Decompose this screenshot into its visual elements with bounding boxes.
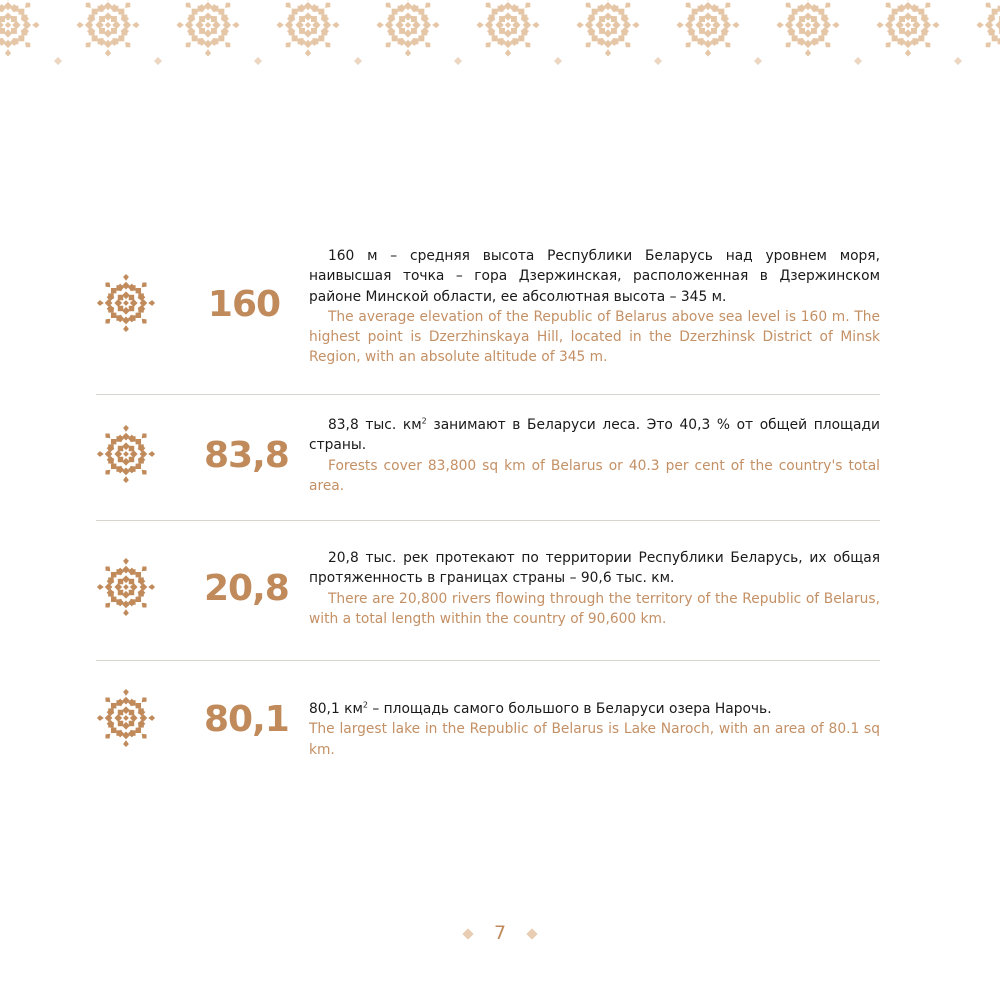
star-ornament-icon (96, 688, 156, 748)
fact-text-ru: 80,1 $км^2$ – площадь самого большого в Беларуси озера Нарочь. (309, 700, 772, 717)
fact-text (309, 699, 880, 760)
fact-text (309, 246, 880, 368)
fact-text-en: Forests cover 83,800 sq km of Belarus or 40.3 per cent of the country's total area. (309, 457, 880, 494)
fact-number: 20,8 (204, 568, 289, 609)
page-footer (0, 922, 1000, 944)
fact-text-en: The largest lake in the Republic of Belarus is Lake Naroch, with an area of 80.1 sq km. (309, 721, 880, 758)
fact-row-elevation (96, 240, 880, 395)
fact-text-en: There are 20,800 rivers flowing through the territory of the Republic of Belarus, with a total length within the country of 90,600 km. (309, 590, 880, 627)
diamond-icon (462, 928, 473, 939)
star-ornament-icon (96, 424, 156, 484)
fact-row-lake (96, 661, 880, 781)
fact-row-forests (96, 395, 880, 520)
fact-text-en: The average elevation of the Republic of Belarus above sea level is 160 m. The highest point is Dzerzhinskaya Hill, located in the Dzerzhinsk District of Minsk Region, with an absolute altitude of 345 m. (309, 308, 880, 366)
page-number: 7 (493, 922, 507, 944)
fact-number: 83,8 (204, 435, 289, 476)
star-ornament-icon (96, 557, 156, 617)
fact-number: 160 (207, 284, 281, 325)
star-ornament-icon (96, 273, 156, 333)
diamond-icon (526, 928, 537, 939)
fact-row-rivers (96, 521, 880, 661)
fact-text-ru: 20,8 тыс. рек протекают по территории Республики Беларусь, их общая протяженность в границах страны – 90,6 тыс. км. (309, 550, 880, 587)
fact-text-ru: 83,8 тыс. $км^2$ занимают в Беларуси леса. Это 40,3 % от общей площади страны. (309, 416, 880, 454)
fact-number: 80,1 (204, 699, 289, 740)
ornament-border (0, 0, 1000, 90)
fact-text (309, 415, 880, 496)
fact-text (309, 548, 880, 629)
fact-text-ru: 160 м – средняя высота Республики Беларусь над уровнем моря, наивысшая точка – гора Дзержинская, расположенная в Дзержинском районе Минской области, ее абсолютная высота – 345 м. (309, 248, 880, 305)
